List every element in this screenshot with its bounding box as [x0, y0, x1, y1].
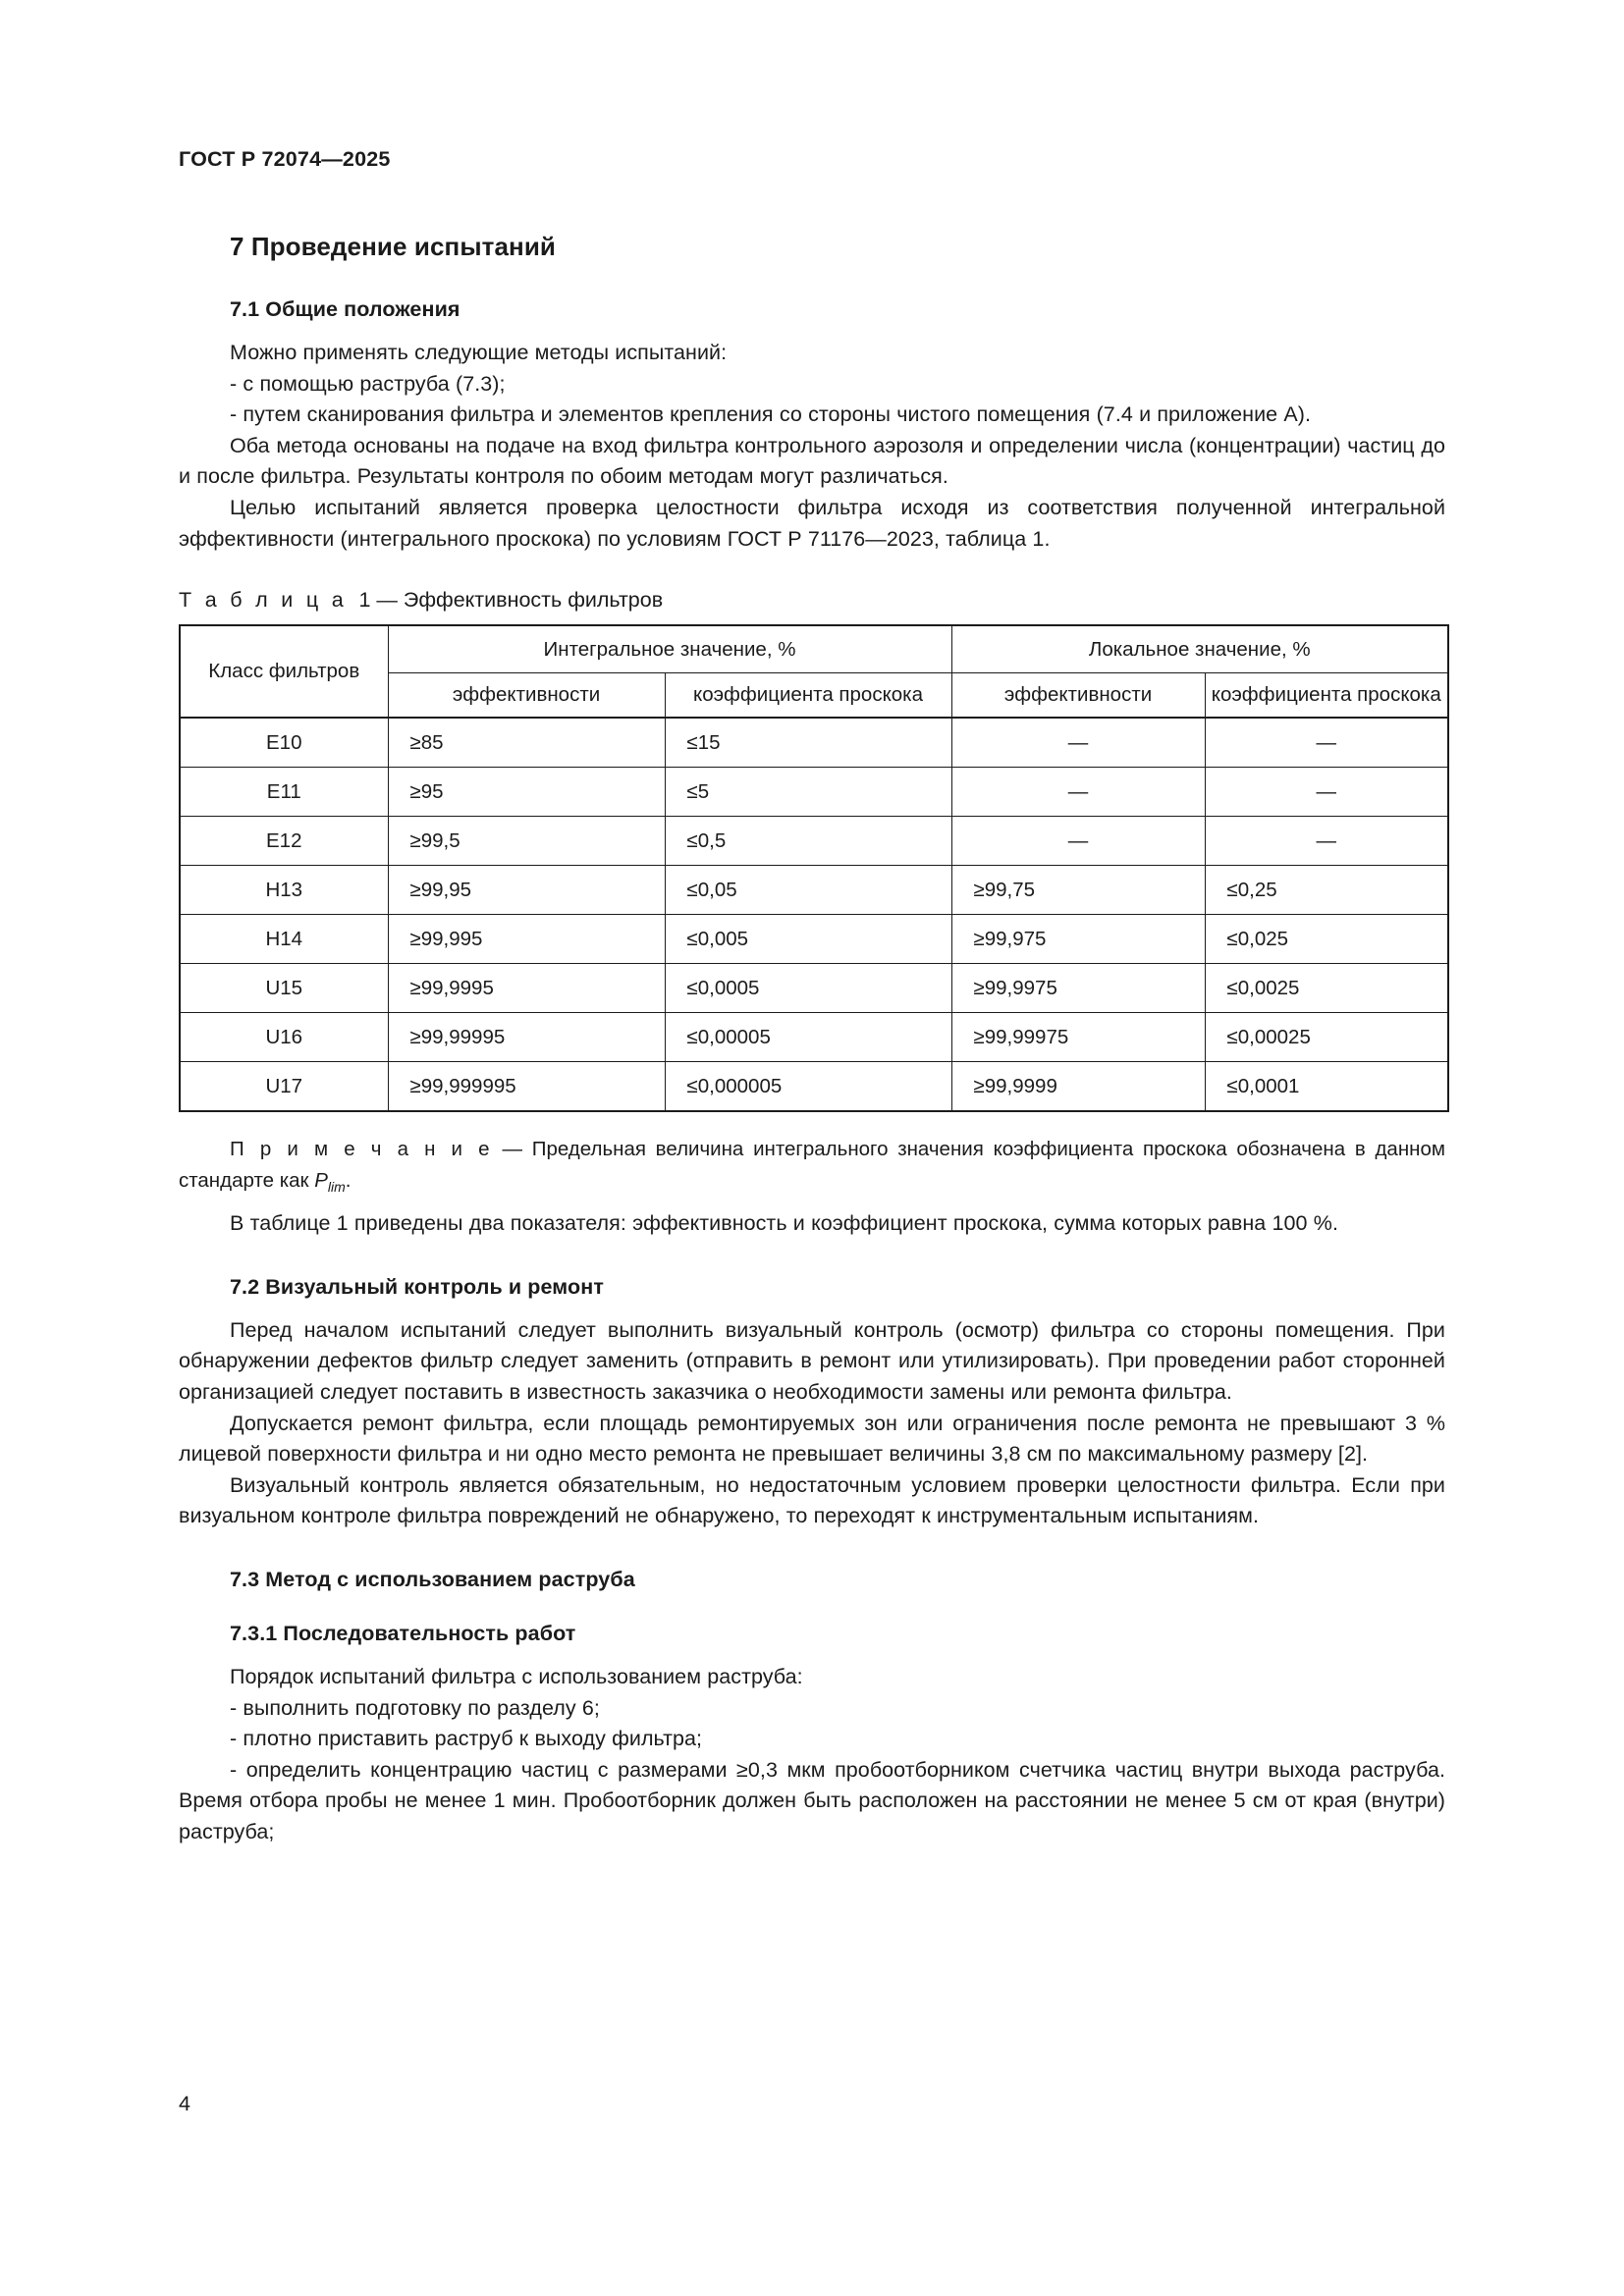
page-number: 4: [179, 2092, 190, 2115]
bullet-7-1-1: - с помощью раструба (7.3);: [230, 371, 506, 396]
bullet-7-1-2: - путем сканирования фильтра и элементов крепления со стороны чистого помещения (7.4 и приложение А).: [230, 402, 1311, 427]
header-group-local: Локальное значение, %: [951, 625, 1448, 673]
cell-integral-efficiency: ≥99,9995: [388, 964, 665, 1013]
bullet-7-3-1-3: - определить концентрацию частиц с размерами ≥0,3 мкм пробоотборником счетчика частиц внутри выхода раструба. Время отбора пробы не менее 1 мин. Пробоотборник должен быть расположен на расстоянии не менее 5 см от края (внутри) раструба;: [179, 1757, 1445, 1843]
cell-local-efficiency: ≥99,99975: [951, 1013, 1205, 1062]
table-row: [180, 964, 1448, 1013]
cell-integral-penetration: ≤0,00005: [665, 1013, 951, 1062]
cell-local-penetration: ≤0,0025: [1205, 964, 1448, 1013]
cell-filter-class: E11: [180, 768, 388, 817]
cell-integral-penetration: ≤5: [665, 768, 951, 817]
table-row: [180, 915, 1448, 964]
table-header: [180, 625, 1448, 718]
section-heading-7-1: 7.1 Общие положения: [230, 297, 460, 321]
cell-local-penetration: ≤0,00025: [1205, 1013, 1448, 1062]
table-header-row-groups: [180, 625, 1448, 673]
note-label: П р и м е ч а н и е: [230, 1138, 493, 1161]
paragraph-7-1-two-indicators: В таблице 1 приведены два показателя: эффективность и коэффициент проскока, сумма которых равна 100 %.: [230, 1211, 1338, 1236]
cell-integral-penetration: ≤0,005: [665, 915, 951, 964]
cell-filter-class: U16: [180, 1013, 388, 1062]
table-caption-dash: —: [376, 588, 398, 613]
cell-local-penetration: ≤0,025: [1205, 915, 1448, 964]
page-content: [179, 214, 1445, 1847]
header-local-penetration: коэффициента проскока: [1205, 673, 1448, 719]
table-1-note: [179, 1112, 1445, 1198]
cell-integral-penetration: ≤15: [665, 718, 951, 768]
table-filter-efficiency: [179, 624, 1449, 1112]
cell-local-efficiency: ≥99,9975: [951, 964, 1205, 1013]
cell-local-efficiency: ≥99,9999: [951, 1062, 1205, 1112]
cell-filter-class: E12: [180, 817, 388, 866]
note-symbol: P: [314, 1168, 328, 1192]
table-row: [180, 768, 1448, 817]
cell-local-efficiency: ≥99,75: [951, 866, 1205, 915]
header-class-filters: Класс фильтров: [180, 625, 388, 718]
header-integral-penetration: коэффициента проскока: [665, 673, 951, 719]
cell-integral-efficiency: ≥95: [388, 768, 665, 817]
cell-filter-class: H13: [180, 866, 388, 915]
running-head: ГОСТ Р 72074—2025: [179, 147, 391, 171]
cell-filter-class: H14: [180, 915, 388, 964]
header-integral-efficiency: эффективности: [388, 673, 665, 719]
note-text: Предельная величина интегрального значения коэффициента проскока обозначена в данном стандарте как: [179, 1138, 1445, 1192]
cell-local-penetration: —: [1205, 768, 1448, 817]
cell-integral-efficiency: ≥99,99995: [388, 1013, 665, 1062]
paragraph-7-2-2: Допускается ремонт фильтра, если площадь ремонтируемых зон или ограничения после ремонта не превышают 3 % лицевой поверхности фильтра и ни одно место ремонта не превышает величины 3,8 см по максимальному размеру [2].: [179, 1411, 1445, 1467]
cell-local-penetration: —: [1205, 718, 1448, 768]
cell-integral-penetration: ≤0,0005: [665, 964, 951, 1013]
cell-integral-efficiency: ≥99,999995: [388, 1062, 665, 1112]
table-caption-number: 1: [358, 588, 371, 613]
cell-integral-efficiency: ≥99,5: [388, 817, 665, 866]
table-caption-label: Т а б л и ц а: [179, 588, 348, 613]
cell-local-penetration: ≤0,0001: [1205, 1062, 1448, 1112]
table-body: [180, 718, 1448, 1111]
bullet-7-3-1-2: - плотно приставить раструб к выходу фильтра;: [230, 1727, 703, 1751]
cell-filter-class: U15: [180, 964, 388, 1013]
paragraph-7-1-intro: Можно применять следующие методы испытаний:: [230, 341, 728, 364]
cell-local-efficiency: —: [951, 817, 1205, 866]
cell-local-penetration: —: [1205, 817, 1448, 866]
paragraph-7-2-1: Перед началом испытаний следует выполнить визуальный контроль (осмотр) фильтра со стороны помещения. При обнаружении дефектов фильтр следует заменить (отправить в ремонт или утилизировать). При проведении работ сторонней организацией следует поставить в известность заказчика о необходимости замены или ремонта фильтра.: [179, 1317, 1445, 1404]
table-row: [180, 718, 1448, 768]
paragraph-7-2-3: Визуальный контроль является обязательным, но недостаточным условием проверки целостности фильтра. Если при визуальном контроле фильтра повреждений не обнаружено, то переходят к инструментальным испытаниям.: [179, 1472, 1445, 1528]
note-dash: —: [502, 1138, 522, 1161]
cell-filter-class: U17: [180, 1062, 388, 1112]
header-local-efficiency: эффективности: [951, 673, 1205, 719]
cell-local-efficiency: —: [951, 718, 1205, 768]
note-period: .: [345, 1168, 352, 1192]
cell-local-penetration: ≤0,25: [1205, 866, 1448, 915]
paragraph-7-1-methods: Оба метода основаны на подаче на вход фильтра контрольного аэрозоля и определении числа (концентрации) частиц до и после фильтра. Результаты контроля по обоим методам могут различаться.: [179, 433, 1445, 489]
cell-integral-efficiency: ≥99,95: [388, 866, 665, 915]
cell-integral-penetration: ≤0,05: [665, 866, 951, 915]
header-group-integral: Интегральное значение, %: [388, 625, 951, 673]
table-row: [180, 817, 1448, 866]
section-heading-7-2: 7.2 Визуальный контроль и ремонт: [230, 1274, 604, 1299]
table-row: [180, 866, 1448, 915]
section-heading-7-3: 7.3 Метод с использованием раструба: [230, 1567, 635, 1591]
section-heading-7: 7 Проведение испытаний: [230, 232, 556, 261]
table-row: [180, 1062, 1448, 1112]
paragraph-7-3-1-intro: Порядок испытаний фильтра с использованием раструба:: [230, 1664, 803, 1688]
table-caption-title: Эффективность фильтров: [403, 588, 664, 613]
table-1-caption: [179, 555, 1445, 624]
cell-integral-penetration: ≤0,5: [665, 817, 951, 866]
cell-integral-efficiency: ≥99,995: [388, 915, 665, 964]
note-symbol-subscript: lim: [327, 1178, 346, 1195]
bullet-7-3-1-1: - выполнить подготовку по разделу 6;: [230, 1695, 600, 1720]
cell-local-efficiency: ≥99,975: [951, 915, 1205, 964]
cell-filter-class: E10: [180, 718, 388, 768]
cell-local-efficiency: —: [951, 768, 1205, 817]
section-heading-7-3-1: 7.3.1 Последовательность работ: [230, 1621, 576, 1645]
cell-integral-penetration: ≤0,000005: [665, 1062, 951, 1112]
cell-integral-efficiency: ≥85: [388, 718, 665, 768]
paragraph-7-1-purpose: Целью испытаний является проверка целостности фильтра исходя из соответствия полученной интегральной эффективности (интегрального проскока) по условиям ГОСТ Р 71176—2023, таблица 1.: [179, 495, 1445, 551]
table-row: [180, 1013, 1448, 1062]
